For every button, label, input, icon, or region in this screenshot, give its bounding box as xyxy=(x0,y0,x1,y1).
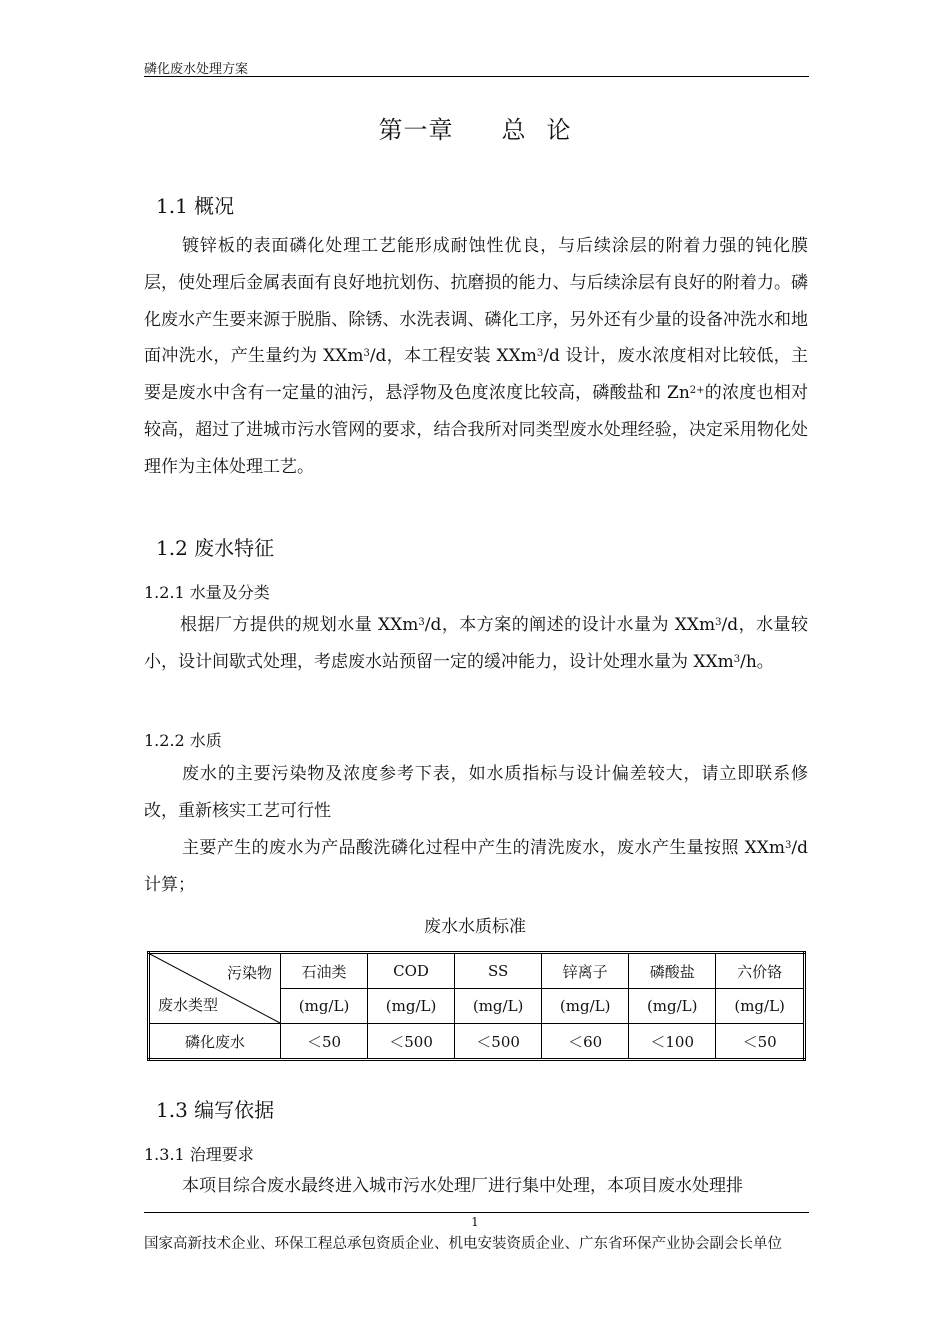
subsection-heading-1-2-1: 1.2.1 水量及分类 xyxy=(144,583,270,602)
column-header: 磷酸盐 xyxy=(629,953,716,989)
section-heading-1-1: 1.1 概况 xyxy=(156,194,235,218)
unit-cell: (mg/L) xyxy=(629,989,716,1024)
value-cell: ＜100 xyxy=(629,1024,716,1060)
column-header: SS xyxy=(455,953,542,989)
column-header: 六价铬 xyxy=(716,953,805,989)
water-quality-table xyxy=(147,951,806,1061)
subsection-heading-1-3-1: 1.3.1 治理要求 xyxy=(144,1145,254,1164)
subsection-heading-1-2-2: 1.2.2 水质 xyxy=(144,731,222,750)
subsection-1-2-2-paragraph-2: 主要产生的废水为产品酸洗磷化过程中产生的清洗废水，废水产生量按照 XXm$^3$/d 计算； xyxy=(144,838,808,895)
row-label: 磷化废水 xyxy=(149,1024,281,1060)
value-cell: ＜50 xyxy=(716,1024,805,1060)
value-cell: ＜60 xyxy=(542,1024,629,1060)
chapter-word-1: 总 xyxy=(501,116,527,144)
section-heading-1-3: 1.3 编写依据 xyxy=(156,1098,275,1122)
subsection-1-2-2-paragraph-1: 废水的主要污染物及浓度参考下表，如水质指标与设计偏差较大，请立即联系修改，重新核实工艺可行性 xyxy=(144,764,808,821)
chapter-word-2: 论 xyxy=(546,116,572,144)
running-header: 磷化废水处理方案 xyxy=(144,62,249,77)
header-rule xyxy=(144,76,809,77)
value-cell: ＜500 xyxy=(368,1024,455,1060)
footer-rule xyxy=(144,1212,809,1213)
chapter-number: 第一章 xyxy=(378,116,454,144)
diagonal-top-label: 污染物 xyxy=(226,964,272,982)
value-cell: ＜50 xyxy=(281,1024,368,1060)
diagonal-header-cell xyxy=(149,953,281,1024)
value-cell: ＜500 xyxy=(455,1024,542,1060)
unit-cell: (mg/L) xyxy=(716,989,805,1024)
page-number: 1 xyxy=(471,1215,479,1229)
subsection-1-2-1-paragraph: 根据厂方提供的规划水量 XXm$^3$/d，本方案的阐述的设计水量为 XXm$^3$/d，水量较小，设计间歇式处理，考虑废水站预留一定的缓冲能力，设计处理水量为 XXm$^3$/h。 xyxy=(144,615,809,672)
section-1-1-paragraph: 镀锌板的表面磷化处理工艺能形成耐蚀性优良，与后续涂层的附着力强的钝化膜层，使处理后金属表面有良好地抗划伤、抗磨损的能力、与后续涂层有良好的附着力。磷化废水产生要来源于脱脂、除锈、水洗表调、磷化工序，另外还有少量的设备冲洗水和地面冲洗水，产生量约为 XXm$^3$/d，本工程安装 XXm$^3$/d 设计，废水浓度相对比较低，主要是废水中含有一定量的油污，悬浮物及色度浓度比较高，磷酸盐和 $Zn^{2+}$的浓度也相对较高，超过了进城市污水管网的要求，结合我所对同类型废水处理经验，决定采用物化处理作为主体处理工艺。 xyxy=(144,236,809,477)
diagonal-bottom-label: 废水类型 xyxy=(158,996,219,1014)
table-row xyxy=(149,1024,805,1060)
table-header-row xyxy=(149,953,805,989)
footer-text: 国家高新技术企业、环保工程总承包资质企业、机电安装资质企业、广东省环保产业协会副会长单位 xyxy=(144,1236,782,1252)
column-header: 锌离子 xyxy=(542,953,629,989)
unit-cell: (mg/L) xyxy=(368,989,455,1024)
chapter-title xyxy=(0,110,950,145)
unit-cell: (mg/L) xyxy=(455,989,542,1024)
subsection-1-3-1-paragraph: 本项目综合废水最终进入城市污水处理厂进行集中处理，本项目废水处理排 xyxy=(182,1176,743,1196)
unit-cell: (mg/L) xyxy=(542,989,629,1024)
section-heading-1-2: 1.2 废水特征 xyxy=(156,536,275,560)
column-header: 石油类 xyxy=(281,953,368,989)
table-caption: 废水水质标准 xyxy=(424,917,526,937)
column-header: COD xyxy=(368,953,455,989)
unit-cell: (mg/L) xyxy=(281,989,368,1024)
